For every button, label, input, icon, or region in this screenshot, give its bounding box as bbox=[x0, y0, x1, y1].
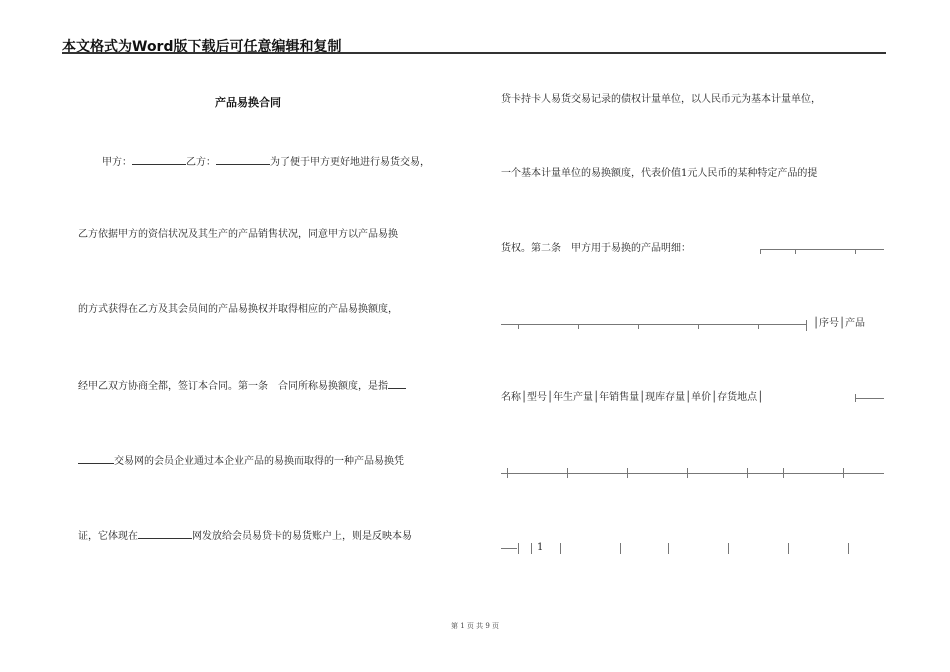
table-tick bbox=[788, 543, 789, 554]
table-tick bbox=[578, 324, 579, 329]
table-tick bbox=[507, 468, 508, 478]
table-header-stock: 现库存量 bbox=[645, 392, 686, 403]
table-tick bbox=[638, 324, 639, 329]
table-tick bbox=[758, 324, 759, 329]
paragraph-line-5 bbox=[78, 454, 404, 468]
table-header-name: 名称 bbox=[501, 392, 521, 403]
paragraph-line-1 bbox=[102, 155, 430, 169]
table-tick bbox=[728, 543, 729, 554]
document-header-title: 本文格式为Word版下载后可任意编辑和复制 bbox=[62, 39, 342, 55]
table-header-unit-price: 单价 bbox=[691, 392, 712, 403]
table-tick bbox=[531, 543, 532, 554]
table-row-1-index: 1 bbox=[537, 542, 544, 553]
party-a-label: 甲方： bbox=[102, 157, 132, 168]
table-top-border bbox=[760, 249, 884, 250]
table-row-border bbox=[501, 473, 884, 474]
table-tick bbox=[795, 249, 796, 254]
paragraph-line-2: 乙方依据甲方的资信状况及其生产的产品销售状况，同意甲方以产品易换 bbox=[78, 229, 398, 240]
table-tick bbox=[855, 394, 856, 402]
paragraph-line-5-text: 交易网的会员企业通过本企业产品的易换而取得的一种产品易换凭 bbox=[114, 456, 404, 467]
table-tick bbox=[518, 324, 519, 329]
table-header-row-start: │序号│产品 bbox=[813, 318, 866, 329]
table-header-model: 型号 bbox=[527, 392, 548, 403]
table-header-index: 序号 bbox=[819, 318, 840, 329]
paragraph-line-4-text: 经甲乙双方协商全都，签订本合同。第一条 合同所称易换额度，是指 bbox=[78, 381, 388, 392]
paragraph-line-6-pre: 证，它体现在 bbox=[78, 531, 138, 542]
page-number-footer: 第 1 页 共 9 页 bbox=[450, 622, 500, 630]
party-b-blank bbox=[216, 155, 270, 165]
paragraph-line-9: 货权。第二条 甲方用于易换的产品明细： bbox=[501, 243, 691, 254]
table-header-annual-sales: 年销售量 bbox=[599, 392, 640, 403]
exchange-name-blank bbox=[78, 454, 114, 464]
paragraph-line-4 bbox=[78, 379, 406, 393]
definition-blank-end bbox=[388, 379, 406, 389]
table-tick bbox=[855, 249, 856, 254]
party-a-blank bbox=[132, 155, 186, 165]
table-header-location: 存货地点 bbox=[717, 392, 758, 403]
party-b-label: 乙方： bbox=[186, 157, 216, 168]
table-tick bbox=[627, 468, 628, 478]
table-tick bbox=[698, 324, 699, 329]
table-row-border bbox=[855, 398, 884, 399]
table-tick bbox=[760, 249, 761, 254]
purpose-text: 为了便于甲方更好地进行易货交易， bbox=[270, 157, 430, 168]
table-tick bbox=[687, 468, 688, 478]
table-tick bbox=[848, 543, 849, 554]
table-tick bbox=[783, 468, 784, 478]
header-rule bbox=[62, 52, 886, 54]
network-name-blank bbox=[138, 529, 192, 539]
paragraph-line-8: 一个基本计量单位的易换额度，代表价值1元人民币的某种特定产品的提 bbox=[501, 168, 818, 179]
table-header-annual-output: 年生产量 bbox=[553, 392, 594, 403]
table-tick bbox=[806, 320, 807, 331]
table-tick bbox=[518, 543, 519, 554]
table-tick bbox=[747, 468, 748, 478]
document-title: 产品易换合同 bbox=[215, 96, 281, 109]
paragraph-line-6-post: 网发放给会员易贷卡的易货账户上，则是反映本易 bbox=[192, 531, 412, 542]
table-tick bbox=[620, 543, 621, 554]
table-header-row: 名称│型号│年生产量│年销售量│现库存量│单价│存货地点│ bbox=[501, 392, 764, 403]
table-tick bbox=[567, 468, 568, 478]
table-row-border bbox=[501, 548, 517, 549]
table-header-product: 产品 bbox=[845, 318, 866, 329]
paragraph-line-6 bbox=[78, 529, 412, 543]
paragraph-line-7: 贷卡持卡人易货交易记录的债权计量单位，以人民币元为基本计量单位， bbox=[501, 94, 821, 105]
table-row-border bbox=[501, 324, 807, 325]
paragraph-line-3: 的方式获得在乙方及其会员间的产品易换权并取得相应的产品易换额度， bbox=[78, 304, 398, 315]
table-tick bbox=[560, 543, 561, 554]
table-tick bbox=[668, 543, 669, 554]
table-tick bbox=[843, 468, 844, 478]
